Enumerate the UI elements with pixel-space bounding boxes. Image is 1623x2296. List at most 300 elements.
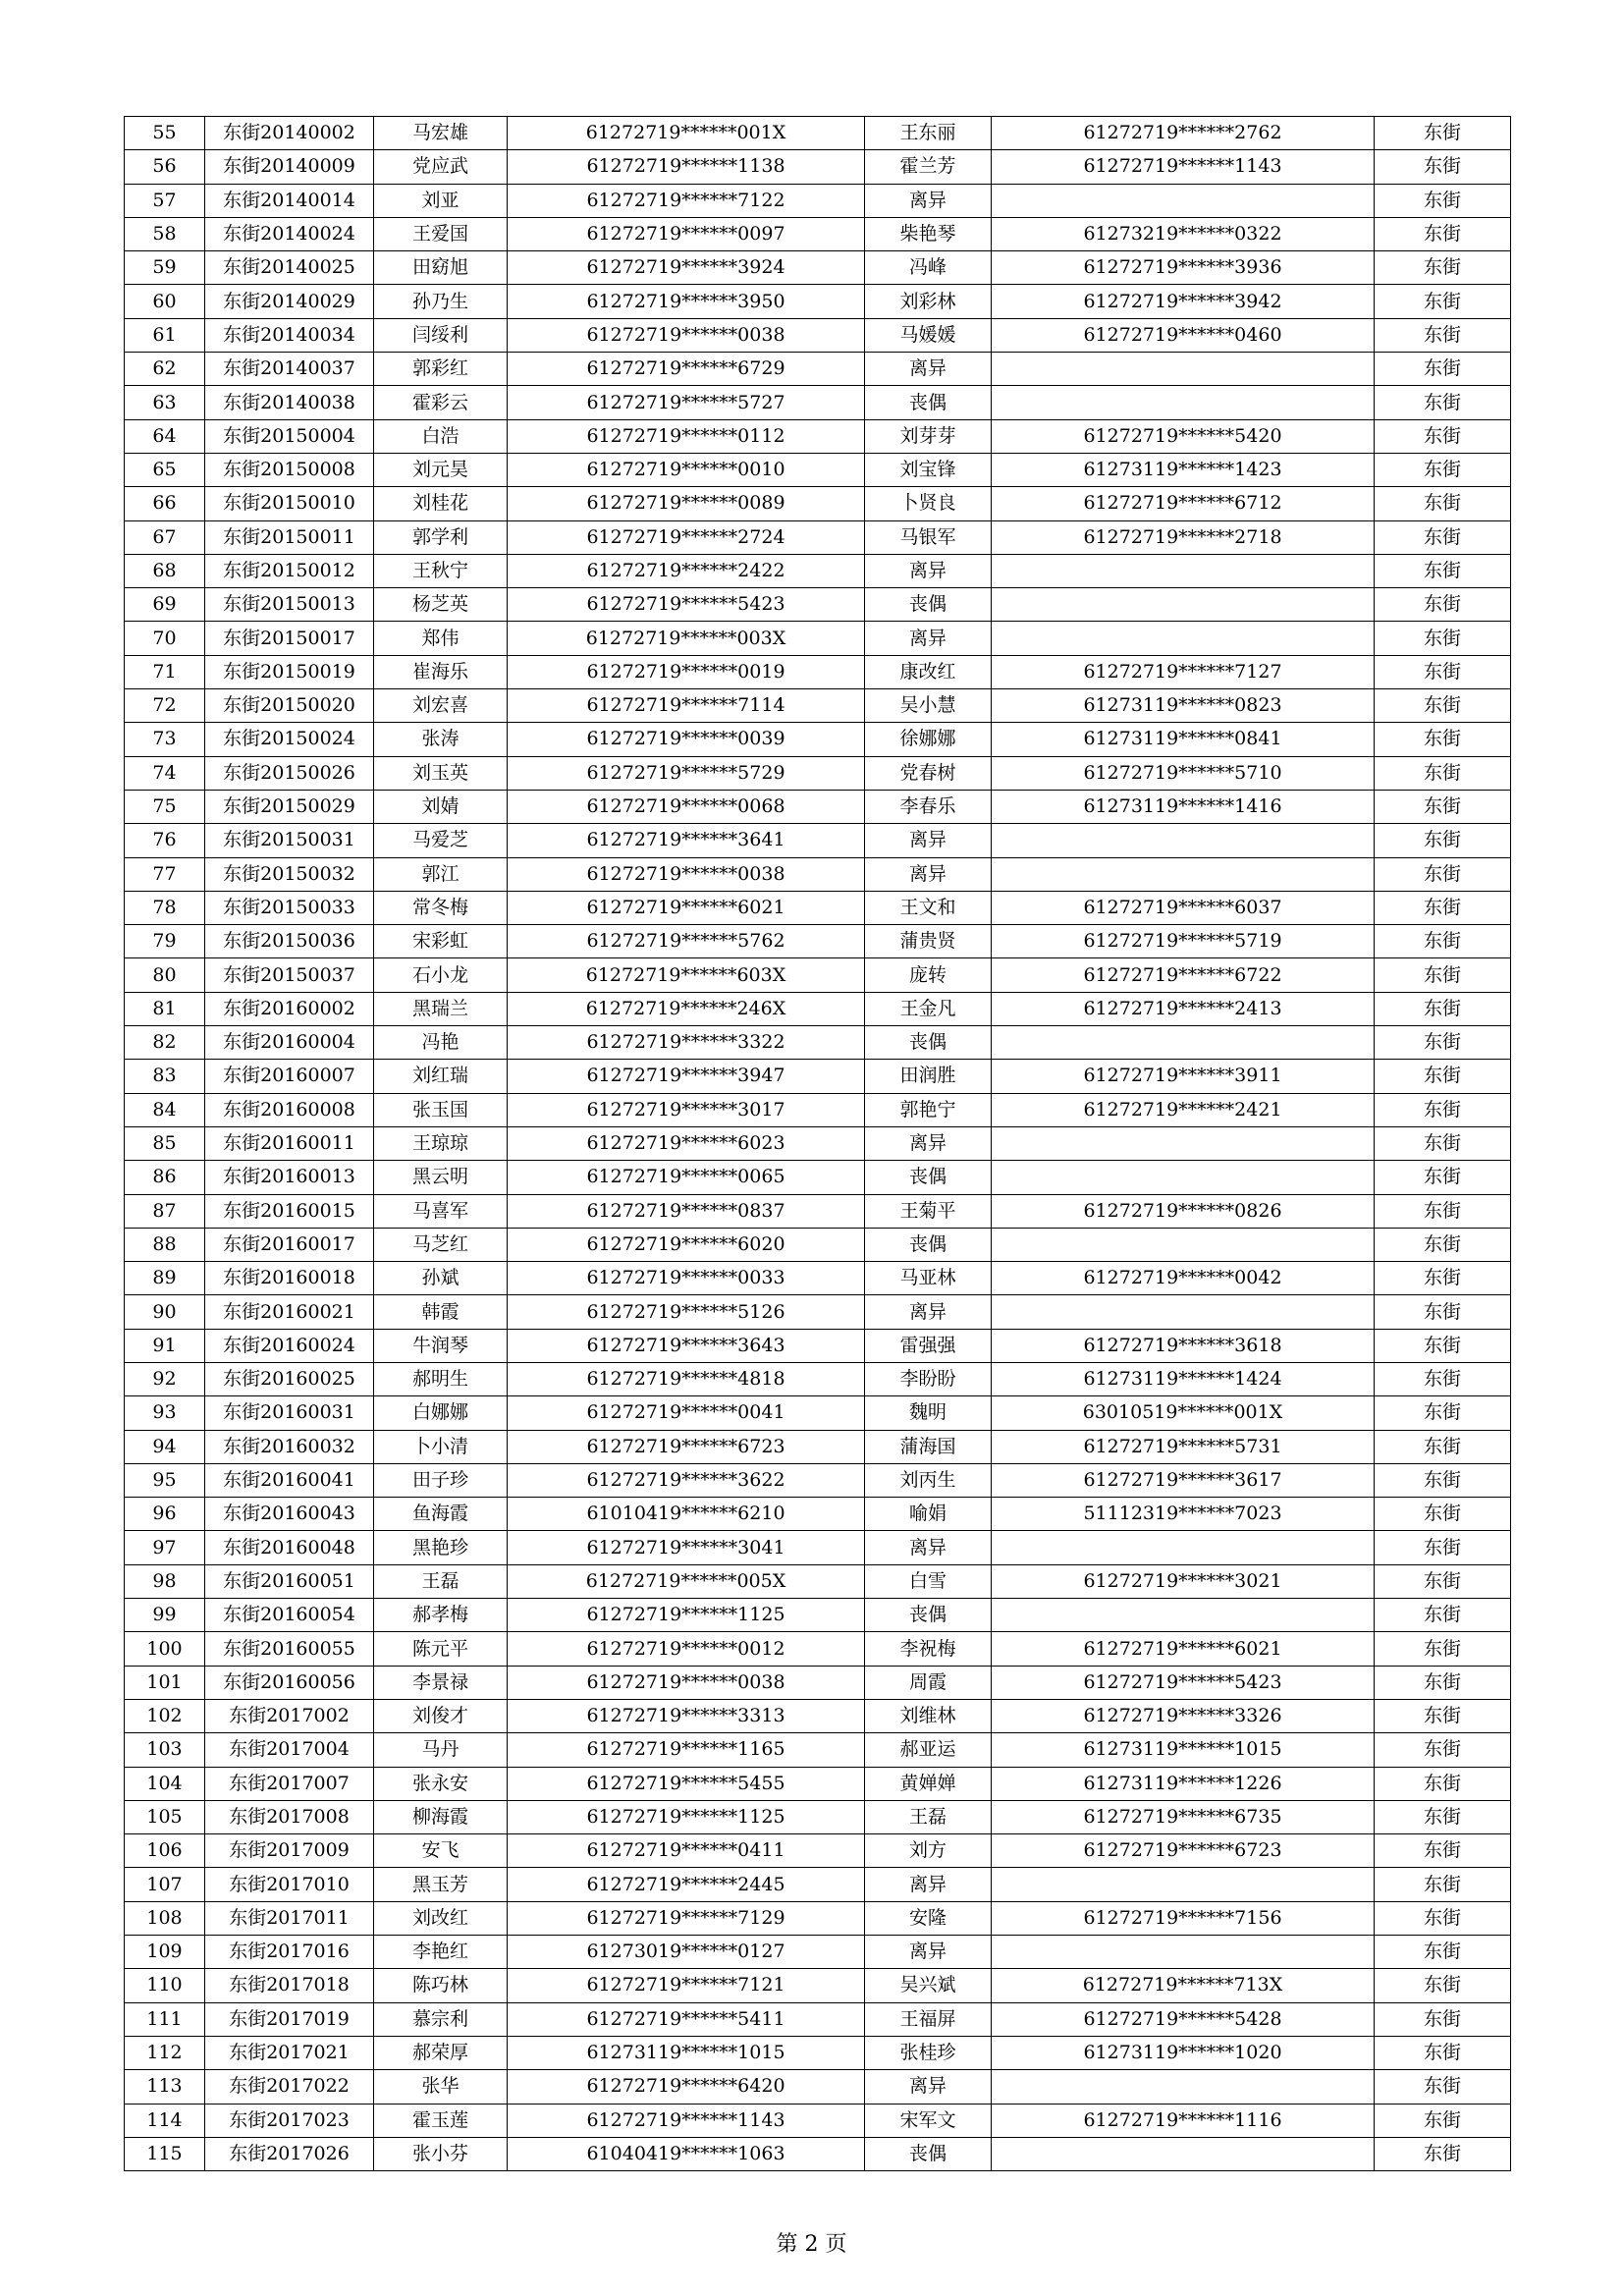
- application-id-cell: 东街20160055: [205, 1632, 374, 1666]
- applicant-id-number-cell: 61272719******0038: [508, 857, 865, 891]
- spouse-name-or-status-cell: 离异: [865, 857, 992, 891]
- spouse-name-or-status-cell: 王东丽: [865, 117, 992, 150]
- applicant-name-cell: 黑云明: [374, 1161, 508, 1194]
- applicant-name-cell: 鱼海霞: [374, 1498, 508, 1531]
- row-number-cell: 70: [125, 622, 205, 655]
- applicant-name-cell: 黑玉芳: [374, 1868, 508, 1901]
- community-cell: 东街: [1375, 318, 1511, 352]
- applicant-id-number-cell: 61272719******0068: [508, 790, 865, 823]
- community-cell: 东街: [1375, 790, 1511, 823]
- table-row: [125, 2104, 1511, 2137]
- table-row: [125, 285, 1511, 318]
- application-id-cell: 东街20160007: [205, 1060, 374, 1093]
- application-id-cell: 东街2017010: [205, 1868, 374, 1901]
- table-row: [125, 1295, 1511, 1329]
- applicant-id-number-cell: 61272719******5411: [508, 2002, 865, 2036]
- applicant-name-cell: 郝孝梅: [374, 1599, 508, 1632]
- table-row: [125, 1126, 1511, 1160]
- spouse-name-or-status-cell: 喻娟: [865, 1498, 992, 1531]
- spouse-id-number-cell: [992, 386, 1375, 419]
- applicant-id-number-cell: 61272719******1125: [508, 1800, 865, 1833]
- applicant-id-number-cell: 61272719******5729: [508, 756, 865, 790]
- row-number-cell: 77: [125, 857, 205, 891]
- applicant-id-number-cell: 61273019******0127: [508, 1936, 865, 1969]
- table-row: [125, 554, 1511, 587]
- community-cell: 东街: [1375, 2036, 1511, 2069]
- spouse-id-number-cell: 61273119******1416: [992, 790, 1375, 823]
- applicant-name-cell: 霍玉莲: [374, 2104, 508, 2137]
- application-id-cell: 东街20150037: [205, 958, 374, 992]
- applicant-name-cell: 刘改红: [374, 1901, 508, 1935]
- applicant-id-number-cell: 61272719******0089: [508, 487, 865, 520]
- community-cell: 东街: [1375, 857, 1511, 891]
- row-number-cell: 83: [125, 1060, 205, 1093]
- spouse-name-or-status-cell: 丧偶: [865, 588, 992, 622]
- spouse-name-or-status-cell: 庞转: [865, 958, 992, 992]
- spouse-id-number-cell: [992, 184, 1375, 217]
- row-number-cell: 81: [125, 992, 205, 1025]
- row-number-cell: 93: [125, 1396, 205, 1430]
- row-number-cell: 80: [125, 958, 205, 992]
- applicant-name-cell: 张华: [374, 2070, 508, 2104]
- table-row: [125, 1564, 1511, 1598]
- applicant-name-cell: 陈元平: [374, 1632, 508, 1666]
- table-row: [125, 1868, 1511, 1901]
- application-id-cell: 东街20140034: [205, 318, 374, 352]
- row-number-cell: 66: [125, 487, 205, 520]
- table-row: [125, 1026, 1511, 1060]
- community-cell: 东街: [1375, 386, 1511, 419]
- row-number-cell: 57: [125, 184, 205, 217]
- applicant-name-cell: 黑瑞兰: [374, 992, 508, 1025]
- application-id-cell: 东街20150011: [205, 520, 374, 554]
- applicant-name-cell: 刘婧: [374, 790, 508, 823]
- community-cell: 东街: [1375, 1498, 1511, 1531]
- table-row: [125, 1498, 1511, 1531]
- community-cell: 东街: [1375, 1834, 1511, 1868]
- community-cell: 东街: [1375, 824, 1511, 857]
- spouse-id-number-cell: 61272719******0826: [992, 1194, 1375, 1228]
- spouse-name-or-status-cell: 王菊平: [865, 1194, 992, 1228]
- spouse-id-number-cell: 61272719******3617: [992, 1463, 1375, 1497]
- table-row: [125, 2002, 1511, 2036]
- applicant-id-number-cell: 61272719******603X: [508, 958, 865, 992]
- table-row: [125, 1463, 1511, 1497]
- applicant-name-cell: 宋彩虹: [374, 925, 508, 958]
- applicant-name-cell: 刘元昊: [374, 453, 508, 486]
- spouse-id-number-cell: 61272719******5719: [992, 925, 1375, 958]
- table-row: [125, 386, 1511, 419]
- application-id-cell: 东街2017016: [205, 1936, 374, 1969]
- applicant-name-cell: 郑伟: [374, 622, 508, 655]
- applicant-name-cell: 崔海乐: [374, 655, 508, 688]
- spouse-id-number-cell: 61272719******2718: [992, 520, 1375, 554]
- row-number-cell: 100: [125, 1632, 205, 1666]
- spouse-name-or-status-cell: 霍兰芳: [865, 150, 992, 184]
- spouse-id-number-cell: 61273119******0841: [992, 723, 1375, 756]
- table-row: [125, 2137, 1511, 2170]
- spouse-id-number-cell: 61272719******5731: [992, 1430, 1375, 1463]
- row-number-cell: 65: [125, 453, 205, 486]
- community-cell: 东街: [1375, 1026, 1511, 1060]
- spouse-id-number-cell: 61272719******0460: [992, 318, 1375, 352]
- spouse-name-or-status-cell: 丧偶: [865, 386, 992, 419]
- row-number-cell: 106: [125, 1834, 205, 1868]
- table-row: [125, 824, 1511, 857]
- spouse-id-number-cell: 61272719******3618: [992, 1329, 1375, 1362]
- spouse-name-or-status-cell: 李祝梅: [865, 1632, 992, 1666]
- applicant-name-cell: 党应武: [374, 150, 508, 184]
- table-row: [125, 689, 1511, 723]
- spouse-id-number-cell: 61273119******0823: [992, 689, 1375, 723]
- spouse-id-number-cell: 61272719******5420: [992, 419, 1375, 453]
- spouse-id-number-cell: [992, 1126, 1375, 1160]
- row-number-cell: 78: [125, 891, 205, 924]
- applicant-name-cell: 郭学利: [374, 520, 508, 554]
- table-row: [125, 1531, 1511, 1564]
- applicant-id-number-cell: 61272719******4818: [508, 1362, 865, 1395]
- spouse-name-or-status-cell: 刘丙生: [865, 1463, 992, 1497]
- table-row: [125, 318, 1511, 352]
- row-number-cell: 97: [125, 1531, 205, 1564]
- spouse-name-or-status-cell: 离异: [865, 622, 992, 655]
- applicant-name-cell: 刘桂花: [374, 487, 508, 520]
- table-row: [125, 992, 1511, 1025]
- community-cell: 东街: [1375, 1969, 1511, 2002]
- spouse-id-number-cell: [992, 1531, 1375, 1564]
- applicant-id-number-cell: 61272719******6020: [508, 1228, 865, 1261]
- row-number-cell: 103: [125, 1733, 205, 1767]
- spouse-name-or-status-cell: 白雪: [865, 1564, 992, 1598]
- spouse-name-or-status-cell: 刘宝锋: [865, 453, 992, 486]
- spouse-name-or-status-cell: 康改红: [865, 655, 992, 688]
- spouse-id-number-cell: [992, 1936, 1375, 1969]
- application-id-cell: 东街2017009: [205, 1834, 374, 1868]
- applicant-name-cell: 王琼琼: [374, 1126, 508, 1160]
- applicant-name-cell: 李景禄: [374, 1666, 508, 1699]
- table-row: [125, 1666, 1511, 1699]
- table-row: [125, 655, 1511, 688]
- spouse-name-or-status-cell: 吴小慧: [865, 689, 992, 723]
- applicant-name-cell: 李艳红: [374, 1936, 508, 1969]
- spouse-name-or-status-cell: 柴艳琴: [865, 217, 992, 250]
- row-number-cell: 58: [125, 217, 205, 250]
- row-number-cell: 89: [125, 1262, 205, 1295]
- applicant-name-cell: 刘俊才: [374, 1699, 508, 1732]
- spouse-id-number-cell: [992, 353, 1375, 386]
- row-number-cell: 84: [125, 1093, 205, 1126]
- spouse-name-or-status-cell: 离异: [865, 1295, 992, 1329]
- row-number-cell: 73: [125, 723, 205, 756]
- table-row: [125, 487, 1511, 520]
- table-row: [125, 790, 1511, 823]
- table-row: [125, 251, 1511, 285]
- community-cell: 东街: [1375, 150, 1511, 184]
- applicant-name-cell: 郭江: [374, 857, 508, 891]
- spouse-name-or-status-cell: 郝亚运: [865, 1733, 992, 1767]
- applicant-name-cell: 霍彩云: [374, 386, 508, 419]
- application-id-cell: 东街20140029: [205, 285, 374, 318]
- community-cell: 东街: [1375, 891, 1511, 924]
- row-number-cell: 60: [125, 285, 205, 318]
- spouse-name-or-status-cell: 蒲贵贤: [865, 925, 992, 958]
- applicant-id-number-cell: 61272719******3924: [508, 251, 865, 285]
- applicant-name-cell: 孙乃生: [374, 285, 508, 318]
- application-id-cell: 东街20160011: [205, 1126, 374, 1160]
- row-number-cell: 90: [125, 1295, 205, 1329]
- table-row: [125, 723, 1511, 756]
- application-id-cell: 东街20160025: [205, 1362, 374, 1395]
- applicant-id-number-cell: 61272719******3622: [508, 1463, 865, 1497]
- community-cell: 东街: [1375, 1936, 1511, 1969]
- spouse-id-number-cell: 61272719******6021: [992, 1632, 1375, 1666]
- applicant-name-cell: 刘玉英: [374, 756, 508, 790]
- spouse-id-number-cell: 61272719******3936: [992, 251, 1375, 285]
- applicant-name-cell: 刘宏喜: [374, 689, 508, 723]
- row-number-cell: 75: [125, 790, 205, 823]
- row-number-cell: 62: [125, 353, 205, 386]
- table-row: [125, 419, 1511, 453]
- spouse-name-or-status-cell: 丧偶: [865, 1161, 992, 1194]
- spouse-name-or-status-cell: 宋军文: [865, 2104, 992, 2137]
- applicant-id-number-cell: 61272719******0065: [508, 1161, 865, 1194]
- applicant-name-cell: 白浩: [374, 419, 508, 453]
- applicant-name-cell: 闫绥利: [374, 318, 508, 352]
- application-id-cell: 东街20150020: [205, 689, 374, 723]
- applicant-id-number-cell: 61272719******0411: [508, 1834, 865, 1868]
- spouse-id-number-cell: [992, 1295, 1375, 1329]
- application-id-cell: 东街20160013: [205, 1161, 374, 1194]
- applicant-name-cell: 马爱芝: [374, 824, 508, 857]
- row-number-cell: 92: [125, 1362, 205, 1395]
- community-cell: 东街: [1375, 1800, 1511, 1833]
- applicant-name-cell: 郭彩红: [374, 353, 508, 386]
- applicant-id-number-cell: 61272719******5727: [508, 386, 865, 419]
- spouse-name-or-status-cell: 李春乐: [865, 790, 992, 823]
- table-row: [125, 1969, 1511, 2002]
- row-number-cell: 68: [125, 554, 205, 587]
- table-row: [125, 1262, 1511, 1295]
- spouse-name-or-status-cell: 马媛媛: [865, 318, 992, 352]
- table-row: [125, 756, 1511, 790]
- application-id-cell: 东街20150032: [205, 857, 374, 891]
- spouse-name-or-status-cell: 丧偶: [865, 2137, 992, 2170]
- application-id-cell: 东街20160032: [205, 1430, 374, 1463]
- spouse-name-or-status-cell: 王金凡: [865, 992, 992, 1025]
- applicant-id-number-cell: 61272719******7122: [508, 184, 865, 217]
- application-id-cell: 东街20150029: [205, 790, 374, 823]
- table-row: [125, 1733, 1511, 1767]
- spouse-id-number-cell: 61272719******3911: [992, 1060, 1375, 1093]
- applicant-id-number-cell: 61272719******1143: [508, 2104, 865, 2137]
- applicant-name-cell: 常冬梅: [374, 891, 508, 924]
- page-footer: [0, 2227, 1623, 2258]
- table-row: [125, 1396, 1511, 1430]
- row-number-cell: 87: [125, 1194, 205, 1228]
- row-number-cell: 82: [125, 1026, 205, 1060]
- application-id-cell: 东街20160054: [205, 1599, 374, 1632]
- row-number-cell: 74: [125, 756, 205, 790]
- applicant-name-cell: 柳海霞: [374, 1800, 508, 1833]
- community-cell: 东街: [1375, 655, 1511, 688]
- spouse-name-or-status-cell: 魏明: [865, 1396, 992, 1430]
- spouse-name-or-status-cell: 离异: [865, 1936, 992, 1969]
- row-number-cell: 71: [125, 655, 205, 688]
- application-id-cell: 东街20150024: [205, 723, 374, 756]
- spouse-name-or-status-cell: 离异: [865, 2070, 992, 2104]
- table-row: [125, 1228, 1511, 1261]
- spouse-name-or-status-cell: 离异: [865, 554, 992, 587]
- applicant-name-cell: 王爱国: [374, 217, 508, 250]
- applicant-id-number-cell: 61272719******6021: [508, 891, 865, 924]
- applicant-name-cell: 牛润琴: [374, 1329, 508, 1362]
- table-row: [125, 520, 1511, 554]
- spouse-name-or-status-cell: 李盼盼: [865, 1362, 992, 1395]
- row-number-cell: 91: [125, 1329, 205, 1362]
- spouse-id-number-cell: 61272719******2421: [992, 1093, 1375, 1126]
- applicant-id-number-cell: 61272719******3947: [508, 1060, 865, 1093]
- community-cell: 东街: [1375, 1262, 1511, 1295]
- table-row: [125, 891, 1511, 924]
- row-number-cell: 94: [125, 1430, 205, 1463]
- community-cell: 东街: [1375, 251, 1511, 285]
- applicant-id-number-cell: 61272719******7121: [508, 1969, 865, 2002]
- spouse-id-number-cell: [992, 1868, 1375, 1901]
- application-id-cell: 东街20150017: [205, 622, 374, 655]
- application-id-cell: 东街2017019: [205, 2002, 374, 2036]
- community-cell: 东街: [1375, 1733, 1511, 1767]
- row-number-cell: 67: [125, 520, 205, 554]
- spouse-id-number-cell: 61272719******0042: [992, 1262, 1375, 1295]
- community-cell: 东街: [1375, 1901, 1511, 1935]
- community-cell: 东街: [1375, 1699, 1511, 1732]
- applicant-name-cell: 刘亚: [374, 184, 508, 217]
- spouse-id-number-cell: 61273119******1424: [992, 1362, 1375, 1395]
- row-number-cell: 88: [125, 1228, 205, 1261]
- row-number-cell: 63: [125, 386, 205, 419]
- applicant-id-number-cell: 61272719******6729: [508, 353, 865, 386]
- application-id-cell: 东街20150019: [205, 655, 374, 688]
- community-cell: 东街: [1375, 723, 1511, 756]
- community-cell: 东街: [1375, 958, 1511, 992]
- table-row: [125, 217, 1511, 250]
- community-cell: 东街: [1375, 2070, 1511, 2104]
- row-number-cell: 64: [125, 419, 205, 453]
- applicant-id-number-cell: 61272719******0012: [508, 1632, 865, 1666]
- applicant-id-number-cell: 61272719******0837: [508, 1194, 865, 1228]
- spouse-name-or-status-cell: 刘芽芽: [865, 419, 992, 453]
- spouse-id-number-cell: [992, 1026, 1375, 1060]
- table-row: [125, 117, 1511, 150]
- spouse-id-number-cell: 61273119******1020: [992, 2036, 1375, 2069]
- spouse-id-number-cell: [992, 588, 1375, 622]
- table-row: [125, 588, 1511, 622]
- application-id-cell: 东街20160024: [205, 1329, 374, 1362]
- row-number-cell: 59: [125, 251, 205, 285]
- spouse-name-or-status-cell: 丧偶: [865, 1228, 992, 1261]
- community-cell: 东街: [1375, 285, 1511, 318]
- spouse-name-or-status-cell: 离异: [865, 184, 992, 217]
- spouse-name-or-status-cell: 党春树: [865, 756, 992, 790]
- community-cell: 东街: [1375, 622, 1511, 655]
- household-roster-table: [124, 116, 1511, 2171]
- spouse-name-or-status-cell: 马银军: [865, 520, 992, 554]
- applicant-id-number-cell: 61273119******1015: [508, 2036, 865, 2069]
- applicant-name-cell: 刘红瑞: [374, 1060, 508, 1093]
- application-id-cell: 东街2017023: [205, 2104, 374, 2137]
- application-id-cell: 东街20150036: [205, 925, 374, 958]
- row-number-cell: 111: [125, 2002, 205, 2036]
- community-cell: 东街: [1375, 756, 1511, 790]
- table-row: [125, 2036, 1511, 2069]
- applicant-id-number-cell: 61272719******003X: [508, 622, 865, 655]
- applicant-id-number-cell: 61272719******6723: [508, 1430, 865, 1463]
- row-number-cell: 112: [125, 2036, 205, 2069]
- table-row: [125, 453, 1511, 486]
- row-number-cell: 98: [125, 1564, 205, 1598]
- application-id-cell: 东街20150013: [205, 588, 374, 622]
- community-cell: 东街: [1375, 2002, 1511, 2036]
- community-cell: 东街: [1375, 1430, 1511, 1463]
- table-row: [125, 1093, 1511, 1126]
- applicant-id-number-cell: 61272719******0039: [508, 723, 865, 756]
- application-id-cell: 东街2017004: [205, 1733, 374, 1767]
- spouse-id-number-cell: [992, 1599, 1375, 1632]
- applicant-id-number-cell: 61272719******3641: [508, 824, 865, 857]
- spouse-name-or-status-cell: 黄婵婵: [865, 1767, 992, 1800]
- row-number-cell: 114: [125, 2104, 205, 2137]
- spouse-name-or-status-cell: 马亚林: [865, 1262, 992, 1295]
- spouse-name-or-status-cell: 丧偶: [865, 1026, 992, 1060]
- row-number-cell: 110: [125, 1969, 205, 2002]
- applicant-id-number-cell: 61010419******6210: [508, 1498, 865, 1531]
- spouse-id-number-cell: 61272719******3942: [992, 285, 1375, 318]
- applicant-id-number-cell: 61272719******0097: [508, 217, 865, 250]
- table-row: [125, 1060, 1511, 1093]
- applicant-name-cell: 黑艳珍: [374, 1531, 508, 1564]
- table-row: [125, 2070, 1511, 2104]
- table-row: [125, 1599, 1511, 1632]
- row-number-cell: 101: [125, 1666, 205, 1699]
- applicant-id-number-cell: 61272719******3643: [508, 1329, 865, 1362]
- row-number-cell: 99: [125, 1599, 205, 1632]
- applicant-id-number-cell: 61272719******5762: [508, 925, 865, 958]
- row-number-cell: 109: [125, 1936, 205, 1969]
- applicant-id-number-cell: 61272719******0041: [508, 1396, 865, 1430]
- applicant-id-number-cell: 61272719******0010: [508, 453, 865, 486]
- spouse-id-number-cell: 61272719******2413: [992, 992, 1375, 1025]
- application-id-cell: 东街2017007: [205, 1767, 374, 1800]
- applicant-id-number-cell: 61272719******0033: [508, 1262, 865, 1295]
- spouse-id-number-cell: 61272719******3021: [992, 1564, 1375, 1598]
- application-id-cell: 东街20160004: [205, 1026, 374, 1060]
- spouse-id-number-cell: 61273119******1226: [992, 1767, 1375, 1800]
- application-id-cell: 东街20150026: [205, 756, 374, 790]
- spouse-id-number-cell: [992, 622, 1375, 655]
- table-row: [125, 958, 1511, 992]
- table-row: [125, 925, 1511, 958]
- community-cell: 东街: [1375, 1767, 1511, 1800]
- table-row: [125, 1194, 1511, 1228]
- spouse-id-number-cell: [992, 2070, 1375, 2104]
- application-id-cell: 东街2017002: [205, 1699, 374, 1732]
- spouse-id-number-cell: 61272719******713X: [992, 1969, 1375, 2002]
- row-number-cell: 107: [125, 1868, 205, 1901]
- applicant-name-cell: 白娜娜: [374, 1396, 508, 1430]
- applicant-id-number-cell: 61272719******001X: [508, 117, 865, 150]
- application-id-cell: 东街20160015: [205, 1194, 374, 1228]
- applicant-name-cell: 安飞: [374, 1834, 508, 1868]
